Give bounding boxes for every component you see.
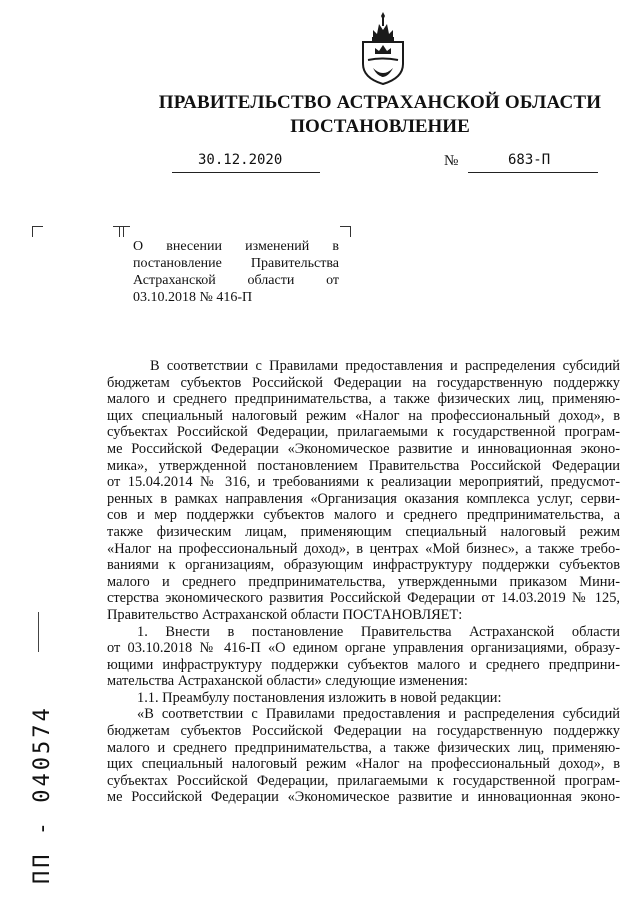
- body-line: «Налог на профессиональный доход», в центрах «Мой бизнес», а также требо-: [107, 540, 620, 557]
- body-line: 1.1. Преамбулу постановления изложить в новой редакции:: [137, 689, 502, 706]
- body-line: стерства экономического развития Российской Федерации от 14.03.2019 № 125,: [107, 590, 620, 607]
- body-line: субъектах Российской Федерации, прилагаемыми к государственной програм-: [107, 424, 620, 441]
- body-line: от 15.04.2014 № 316, и требованиями к реализации мероприятий, предусмот-: [107, 474, 620, 491]
- body-line: малого и среднего предпринимательства, утвержденными приказом Мини-: [107, 573, 620, 590]
- body-line: ющими инфраструктуру поддержки субъектов малого и среднего предприни-: [107, 656, 620, 673]
- body-line: бюджетам субъектов Российской Федерации на государственную поддержку: [107, 374, 620, 391]
- subject-bracket-left: [32, 226, 43, 237]
- body-line: В соответствии с Правилами предоставления и распределения субсидий: [150, 358, 620, 374]
- body-line: от 03.10.2018 № 416-П «О едином органе управления организациями, образу-: [107, 640, 620, 657]
- document-body: [107, 358, 620, 806]
- astrakhan-coat-of-arms-icon: [355, 8, 411, 86]
- document-type: ПОСТАНОВЛЕНИЕ: [290, 116, 470, 137]
- body-line: мательства Астраханской области» следующие изменения:: [107, 673, 468, 690]
- body-line: щих специальный налоговый режим «Налог на профессиональный доход», в: [107, 756, 620, 773]
- body-line: ренных в рамках направления «Организация оказания комплекса услуг, серви-: [107, 490, 620, 507]
- serial-number: ПП - 040574: [30, 705, 55, 884]
- body-line: малого и среднего предпринимательства, а также физических лиц, применяю-: [107, 739, 620, 756]
- body-line: ме Российской Федерации «Экономическое развитие и инновационная эконо-: [107, 789, 620, 806]
- document-number: 683-П: [508, 152, 551, 168]
- subject-bracket-right: [340, 226, 351, 237]
- serial-number-stamp: [8, 658, 68, 884]
- body-line: субъектах Российской Федерации, прилагаемыми к государственной програм-: [107, 772, 620, 789]
- number-sign: №: [444, 153, 459, 169]
- body-line: бюджетам субъектов Российской Федерации на государственную поддержку: [107, 723, 620, 740]
- body-line: «В соответствии с Правилами предоставления и распределения субсидий: [137, 706, 620, 723]
- body-line: 1. Внести в постановление Правительства Астраханской области: [137, 623, 620, 640]
- document-date: 30.12.2020: [198, 152, 283, 168]
- body-line: ме Российской Федерации «Экономическое развитие и инновационная эконо-: [107, 440, 620, 457]
- body-line: щих специальный налоговый режим «Налог на профессиональный доход», в: [107, 407, 620, 424]
- number-field: [468, 150, 598, 173]
- body-line: малого и среднего предпринимательства, а также физических лиц, применяю-: [107, 391, 620, 408]
- body-line: ваниями к организациям, образующим инфраструктуру поддержки субъектов: [107, 557, 620, 574]
- subject-bracket-mid-left: [119, 226, 130, 237]
- government-name: ПРАВИТЕЛЬСТВО АСТРАХАНСКОЙ ОБЛАСТИ: [158, 92, 602, 113]
- body-line: сов и мер поддержки субъектов малого и среднего предпринимательства, а: [107, 507, 620, 524]
- date-field: [172, 150, 320, 173]
- body-line: также физическим лицам, применяющим специальный налоговый режим: [107, 523, 620, 540]
- margin-line: [38, 612, 39, 652]
- body-line: мика», утвержденной постановлением Правительства Российской Федерации: [107, 457, 620, 474]
- document-subject: О внесении изменений в постановление Правительства Астраханской области от 03.10.2018 № 416-П: [133, 239, 339, 305]
- body-line: Правительство Астраханской области ПОСТАНОВЛЯЕТ:: [107, 606, 463, 623]
